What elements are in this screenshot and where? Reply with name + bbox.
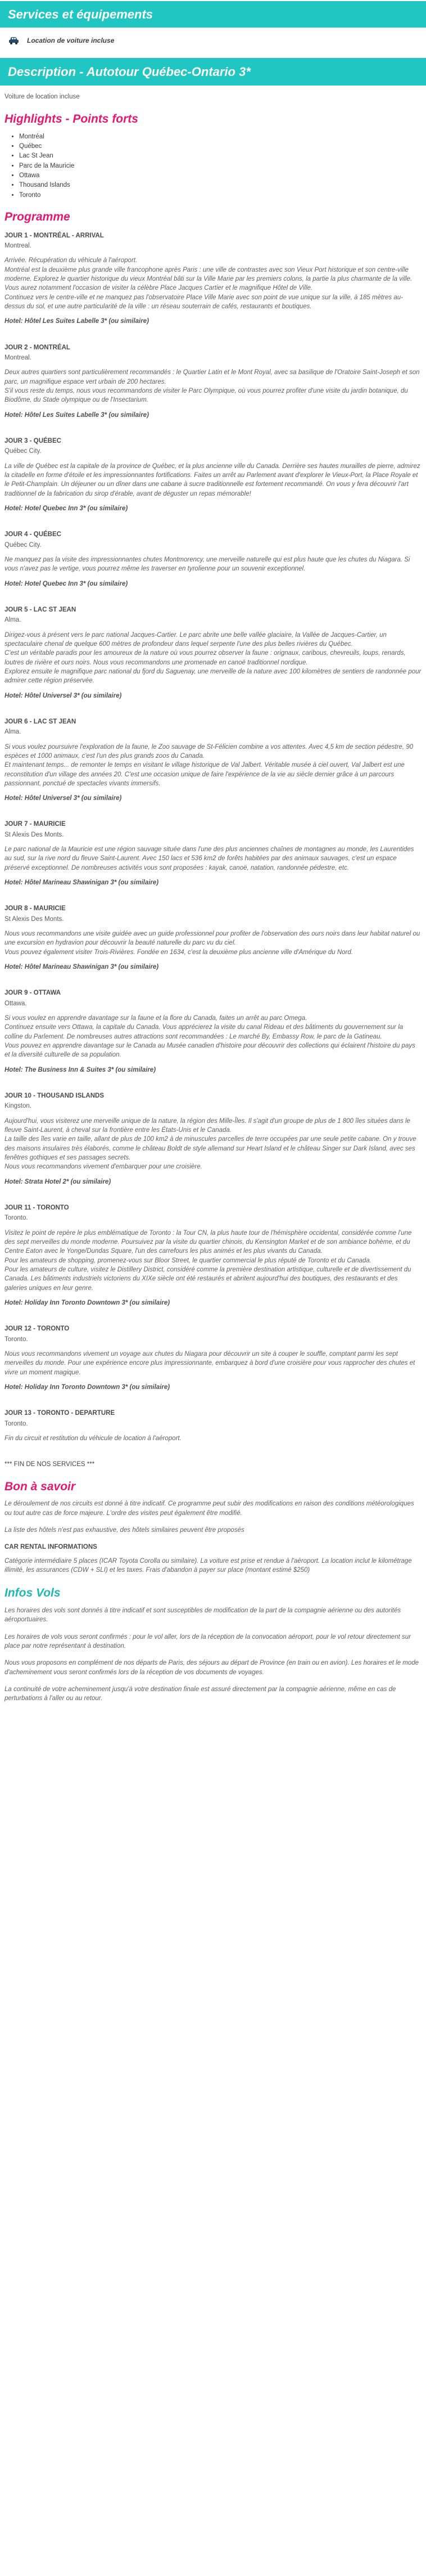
infos-vols-paragraph: La continuité de votre acheminement jusqu'à votre destination finale est assuré directement par la compagnie aérienne, même en cas de perturbations à l'aller ou au retour. — [4, 1686, 396, 1702]
day-hotel: Hotel: Strata Hotel 2* (ou similaire) — [4, 1178, 111, 1185]
day-description — [4, 631, 422, 686]
day-city: St Alexis Des Monts. — [4, 915, 64, 923]
day-hotel: Hotel: The Business Inn & Suites 3* (ou similaire) — [4, 1066, 156, 1073]
day-hotel: Hotel: Hôtel Universel 3* (ou similaire) — [4, 692, 122, 699]
day-paragraph: Ne manquez pas la visite des impressionnantes chutes Montmorency, une merveille naturelle qui est plus haute que les chutes du Niagara. Si vous n'avez pas le vertige, vous pourrez même les traverser en tyrolienne pour un souvenir exceptionnel. — [4, 556, 410, 573]
day-paragraph: C'est un véritable paradis pour les amoureux de la nature où vous pourrez observer la faune : orignaux, caribous, chevreuils, loups, renards, loutres de rivière et ours noirs. Nous vous recommandons une promenade en canoë traditionnel nordique. — [4, 650, 406, 666]
highlight-item: • Ottawa — [19, 171, 422, 180]
day-city: Kingston. — [4, 1103, 31, 1110]
services-list — [0, 28, 426, 58]
infos-vols-paragraphs — [4, 1606, 422, 1703]
day-block — [4, 530, 422, 588]
day-block — [4, 820, 422, 887]
day-city: Alma. — [4, 729, 21, 736]
day-hotel: Hotel: Hôtel Marineau Shawinigan 3* (ou similaire) — [4, 964, 159, 971]
day-paragraph: La ville de Québec est la capitale de la province de Québec, et la plus ancienne ville du Canada. Derrière ses hautes murailles de pierre, admirez la citadelle en forme d'étoile et les impressionnantes fortifications. Faites un arrêt au Parlement avant d'explorer le Vieux-Port, la Place Royale et le Petit-Champlain. Un déjeuner ou un dîner dans une cabane à sucre traditionnelle est fortement recommandé. On vous y fera découvrir l'art traditionnel de la fabrication du sirop d'érable, avant de déguster un repas mémorable! — [4, 462, 420, 497]
day-paragraph: Pour les amateurs de culture, visitez le Distillery District, considéré comme la première destination artistique, culturelle et de divertissement du Canada. Les bâtiments industriels victoriens du XIXe siècle ont été restaurés et abritent aujourd'hui des boutiques, des restaurants et des galeries uniques en leur genre. — [4, 1266, 411, 1292]
day-paragraph: Si vous voulez en apprendre davantage sur la faune et la flore du Canada, faites un arrêt au parc Omega. — [4, 1015, 307, 1022]
day-paragraph: Pour les amateurs de shopping, promenez-vous sur Bloor Street, le quartier commercial le plus réputé de Toronto et du Canada. — [4, 1257, 371, 1264]
description-heading: Description - Autotour Québec-Ontario 3* — [0, 58, 426, 86]
day-description — [4, 1014, 422, 1060]
day-paragraph: Vous pouvez également visiter Trois-Rivières. Fondée en 1634, c'est la deuxième plus ancienne ville d'Amérique du Nord. — [4, 948, 353, 956]
highlight-item: • Parc de la Mauricie — [19, 161, 422, 170]
page — [0, 1, 426, 1734]
infos-vols-paragraph: Nous vous proposons en complément de nos départs de Paris, des séjours au départ de Province (en train ou en avion). Les horaires et le mode d'acheminement vous seront confirmés lors de la réception de vos documents de voyages. — [4, 1660, 419, 1676]
highlight-item: • Toronto — [19, 191, 422, 200]
day-title: JOUR 6 - LAC ST JEAN — [4, 718, 76, 725]
day-city: Toronto. — [4, 1215, 28, 1222]
car-icon — [8, 35, 20, 46]
services-heading: Services et équipements — [0, 1, 426, 28]
highlight-item: • Thousand Islands — [19, 181, 422, 190]
day-paragraph: Arrivée. Récupération du véhicule à l'aéroport. — [4, 257, 138, 264]
day-city: Toronto. — [4, 1336, 28, 1343]
day-description — [4, 256, 422, 311]
day-block — [4, 717, 422, 803]
day-paragraph: Montréal est la deuxième plus grande ville francophone après Paris : une ville de contrastes avec son Vieux Port historique et son centre-ville moderne. Explorez le quartier historique du vieux Montréal bâti sur la Ville Marie par les premiers colons, la partie la plus charmante de la ville. Vous aurez notamment l'occasion de visiter la célèbre Place Jacques Cartier et le magnifique Hôtel de Ville. — [4, 266, 413, 292]
day-hotel: Hotel: Hôtel Les Suites Labelle 3* (ou similaire) — [4, 411, 149, 419]
day-description — [4, 1434, 422, 1443]
day-paragraph: Le parc national de la Mauricie est une région sauvage située dans l'une des plus anciennes chaînes de montagnes au monde, les Laurentides au sud, sur la rive nord du fleuve Saint-Laurent. Avec 150 lacs et 536 km2 de forêts habitées par des animaux sauvages, c'est un espace préservé exceptionnel. De nombreuses activités vous sont proposées : kayak, canoë, natation, randonnée pédestre, etc. — [4, 846, 414, 871]
day-block — [4, 1324, 422, 1392]
day-description — [4, 368, 422, 404]
day-description — [4, 1229, 422, 1293]
day-description — [4, 1117, 422, 1172]
day-block — [4, 605, 422, 700]
day-paragraph: Vous pouvez en apprendre davantage sur le Canada au Musée canadien d'histoire pour découvrir des collections qui éclairent l'histoire du pays et la diversité culturelle de sa population. — [4, 1042, 415, 1059]
day-paragraph: Visitez le point de repère le plus emblématique de Toronto : la Tour CN, la plus haute tour de l'hémisphère occidental, considérée comme l'une des sept merveilles du monde moderne. Poursuivez par la visite du quartier chinois, du Kensington Market et de son ambiance bohème, et du Centre Eaton avec le Yonge/Dundas Square, l'un des carrefours les plus animés et les plus vivants du Canada. — [4, 1229, 412, 1255]
programme-heading: Programme — [4, 210, 70, 223]
day-title: JOUR 5 - LAC ST JEAN — [4, 606, 76, 613]
day-title: JOUR 13 - TORONTO - DEPARTURE — [4, 1410, 115, 1417]
day-hotel: Hotel: Hôtel Universel 3* (ou similaire) — [4, 795, 122, 802]
day-city: Ottawa. — [4, 1000, 27, 1007]
day-block — [4, 1409, 422, 1443]
day-title: JOUR 12 - TORONTO — [4, 1325, 70, 1333]
day-city: Québec City. — [4, 541, 42, 549]
highlight-item: • Lac St Jean — [19, 151, 422, 160]
day-title: JOUR 10 - THOUSAND ISLANDS — [4, 1093, 104, 1100]
day-block — [4, 343, 422, 420]
bon-a-savoir-paragraph: La liste des hôtels n'est pas exhaustive, des hôtels similaires peuvent être proposés — [4, 1527, 244, 1534]
bon-a-savoir-paragraphs — [4, 1499, 422, 1535]
day-block — [4, 231, 422, 326]
bon-a-savoir-heading: Bon à savoir — [4, 1480, 76, 1493]
day-hotel: Hotel: Holiday Inn Toronto Downtown 3* (ou similaire) — [4, 1383, 170, 1391]
day-title: JOUR 11 - TORONTO — [4, 1204, 69, 1211]
day-title: JOUR 1 - MONTRÉAL - ARRIVAL — [4, 232, 104, 239]
day-hotel: Hotel: Hotel Quebec Inn 3* (ou similaire) — [4, 505, 128, 512]
main-content — [0, 92, 426, 1703]
infos-vols-paragraph: Les horaires de vols vous seront confirmés : pour le vol aller, lors de la réception de la convocation aéroport, pour le vol retour directement sur place par notre représentant à destination. — [4, 1633, 411, 1650]
infos-vols-heading: Infos Vols — [4, 1586, 61, 1600]
service-item — [0, 28, 426, 58]
day-title: JOUR 4 - QUÉBEC — [4, 531, 61, 538]
day-block — [4, 1203, 422, 1307]
day-description — [4, 1350, 422, 1377]
highlights-list — [4, 132, 422, 200]
day-block — [4, 904, 422, 972]
day-hotel: Hotel: Hotel Quebec Inn 3* (ou similaire) — [4, 580, 128, 587]
service-label: Location de voiture incluse — [27, 36, 115, 44]
day-description — [4, 929, 422, 957]
day-paragraph: La taille des îles varie en taille, allant de plus de 100 km2 à de minuscules parcelles de terre occupées par une seule petite cabane. On y trouve des maisons insulaires très élaborés, comme le château Boldt de style allemand sur Heart Island et le château Singer sur Dark Island, avec ses fenêtres gothiques et ses passages secrets. — [4, 1136, 416, 1162]
infos-vols-paragraph: Les horaires des vols sont donnés à titre indicatif et sont susceptibles de modification de la part de la compagnie aérienne ou des autorités aéroportuaires. — [4, 1607, 401, 1624]
car-rental-title: CAR RENTAL INFORMATIONS — [4, 1544, 97, 1551]
day-paragraph: Dirigez-vous à présent vers le parc national Jacques-Cartier. Le parc abrite une belle vallée glaciaire, la Vallée de Jacques-Cartier, un spectaculaire chenal de quelque 600 mètres de profondeur dans lequel serpente l'une des plus belles rivières du Québec. — [4, 631, 387, 648]
day-city: Québec City. — [4, 448, 42, 455]
day-city: Montreal. — [4, 354, 31, 361]
day-paragraph: Continuez vers le centre-ville et ne manquez pas l'observatoire Place Ville Marie avec son point de vue unique sur la ville, à 185 mètres au-dessus du sol, et une autre particularité de la ville : un réseau souterrain de cafés, restaurants et boutiques. — [4, 294, 403, 311]
day-paragraph: Et maintenant temps... de remonter le temps en visitant le village historique de Val Jalbert. Véritable musée à ciel ouvert, Val Jalbert est une reconstitution d'un village des années 20. C'est une occasion unique de faire l'expérience de la vie au siècle dernier grâce à un parcours passionnant, ponctué de spectacles vivants immersifs. — [4, 762, 405, 787]
highlight-item: • Montréal — [19, 132, 422, 141]
day-hotel: Hotel: Hôtel Les Suites Labelle 3* (ou similaire) — [4, 318, 149, 325]
day-title: JOUR 3 - QUÉBEC — [4, 437, 61, 444]
day-paragraph: Si vous voulez poursuivre l'exploration de la faune, le Zoo sauvage de St-Félicien combine a vos attentes. Avec 4,5 km de section pédestre, 90 espèces et 1000 animaux, c'est l'un des plus grands zoos du Canada. — [4, 743, 414, 759]
day-city: Alma. — [4, 617, 21, 624]
end-of-services-mark: *** FIN DE NOS SERVICES *** — [4, 1461, 95, 1468]
day-block — [4, 1091, 422, 1186]
day-paragraph: Nous vous recommandons vivement un voyage aux chutes du Niagara pour découvrir un site à couper le souffle, comptant parmi les sept merveilles du monde. Pour une expérience encore plus impressionnante, embarquez à bord d'une croisière pour vous rapprocher des chutes et vivre un moment magique. — [4, 1350, 415, 1376]
highlights-heading: Highlights - Points forts — [4, 112, 138, 125]
day-hotel: Hotel: Holiday Inn Toronto Downtown 3* (ou similaire) — [4, 1299, 170, 1306]
description-subtitle: Voiture de location incluse — [4, 93, 80, 101]
day-description — [4, 845, 422, 873]
highlight-item: • Québec — [19, 142, 422, 151]
day-paragraph: Deux autres quartiers sont particulièrement recommandés : le Quartier Latin et le Mont Royal, avec sa basilique de l'Oratoire Saint-Joseph et son parc, un magnifique espace vert urbain de 200 hectares. — [4, 369, 420, 385]
day-city: Montreal. — [4, 242, 31, 250]
day-paragraph: Nous vous recommandons vivement d'embarquer pour une croisière. — [4, 1163, 202, 1171]
day-description — [4, 555, 422, 574]
day-description — [4, 462, 422, 498]
programme-days — [4, 231, 422, 1444]
day-title: JOUR 2 - MONTRÉAL — [4, 344, 70, 351]
day-description — [4, 743, 422, 789]
day-title: JOUR 8 - MAURICIE — [4, 905, 66, 912]
day-paragraph: Explorez ensuite le magnifique parc national du fjord du Saguenay, une merveille de la nature avec 100 kilomètres de sentiers de randonnée pour admirer cette région préservée. — [4, 668, 422, 685]
day-block — [4, 437, 422, 513]
day-paragraph: Fin du circuit et restitution du véhicule de location à l'aéroport. — [4, 1435, 182, 1442]
car-rental-text: Catégorie intermédiaire 5 places (ICAR Toyota Corolla ou similaire). La voiture est prise et rendue à l'aéroport. La location inclut le kilométrage illimité, les assurances (CDW + SLI) et les taxes. Frais d'abandon à payer sur place (montant estimé $250) — [4, 1557, 412, 1574]
day-city: St Alexis Des Monts. — [4, 831, 64, 838]
day-paragraph: Nous vous recommandons une visite guidée avec un guide professionnel pour profiter de l'observation des ours noirs dans leur habitat naturel ou une excursion en hydravion pour découvrir la beauté naturelle du parc vu du ciel. — [4, 930, 420, 947]
day-paragraph: S'il vous reste du temps, nous vous recommandons de visiter le Parc Olympique, où vous pourrez profiter d'une visite du jardin botanique, du Biodôme, du Stade olympique ou de l'Insectarium. — [4, 387, 408, 404]
day-paragraph: Continuez ensuite vers Ottawa, la capitale du Canada. Vous apprécierez la visite du canal Rideau et des bâtiments du gouvernement sur la colline du Parlement. De nombreuses autres attractions sont recommandées : Le marché By, Embassy Row, le parc de la Gatineau. — [4, 1024, 404, 1040]
day-block — [4, 988, 422, 1075]
day-paragraph: Aujourd'hui, vous visiterez une merveille unique de la nature, la région des Mille-Îles. Il s'agit d'un groupe de plus de 1 800 îles situées dans le fleuve Saint-Laurent, à cheval sur la frontière entre les États-Unis et le Canada. — [4, 1117, 410, 1134]
day-hotel: Hotel: Hôtel Marineau Shawinigan 3* (ou similaire) — [4, 879, 159, 887]
day-city: Toronto. — [4, 1420, 28, 1427]
day-title: JOUR 9 - OTTAWA — [4, 990, 61, 997]
bon-a-savoir-paragraph: Le déroulement de nos circuits est donné à titre indicatif. Ce programme peut subir des modifications en raison des conditions météorologiques ou tout autre cas de force majeure. L'ordre des visites peut également être modifié. — [4, 1500, 414, 1517]
day-title: JOUR 7 - MAURICIE — [4, 821, 66, 828]
